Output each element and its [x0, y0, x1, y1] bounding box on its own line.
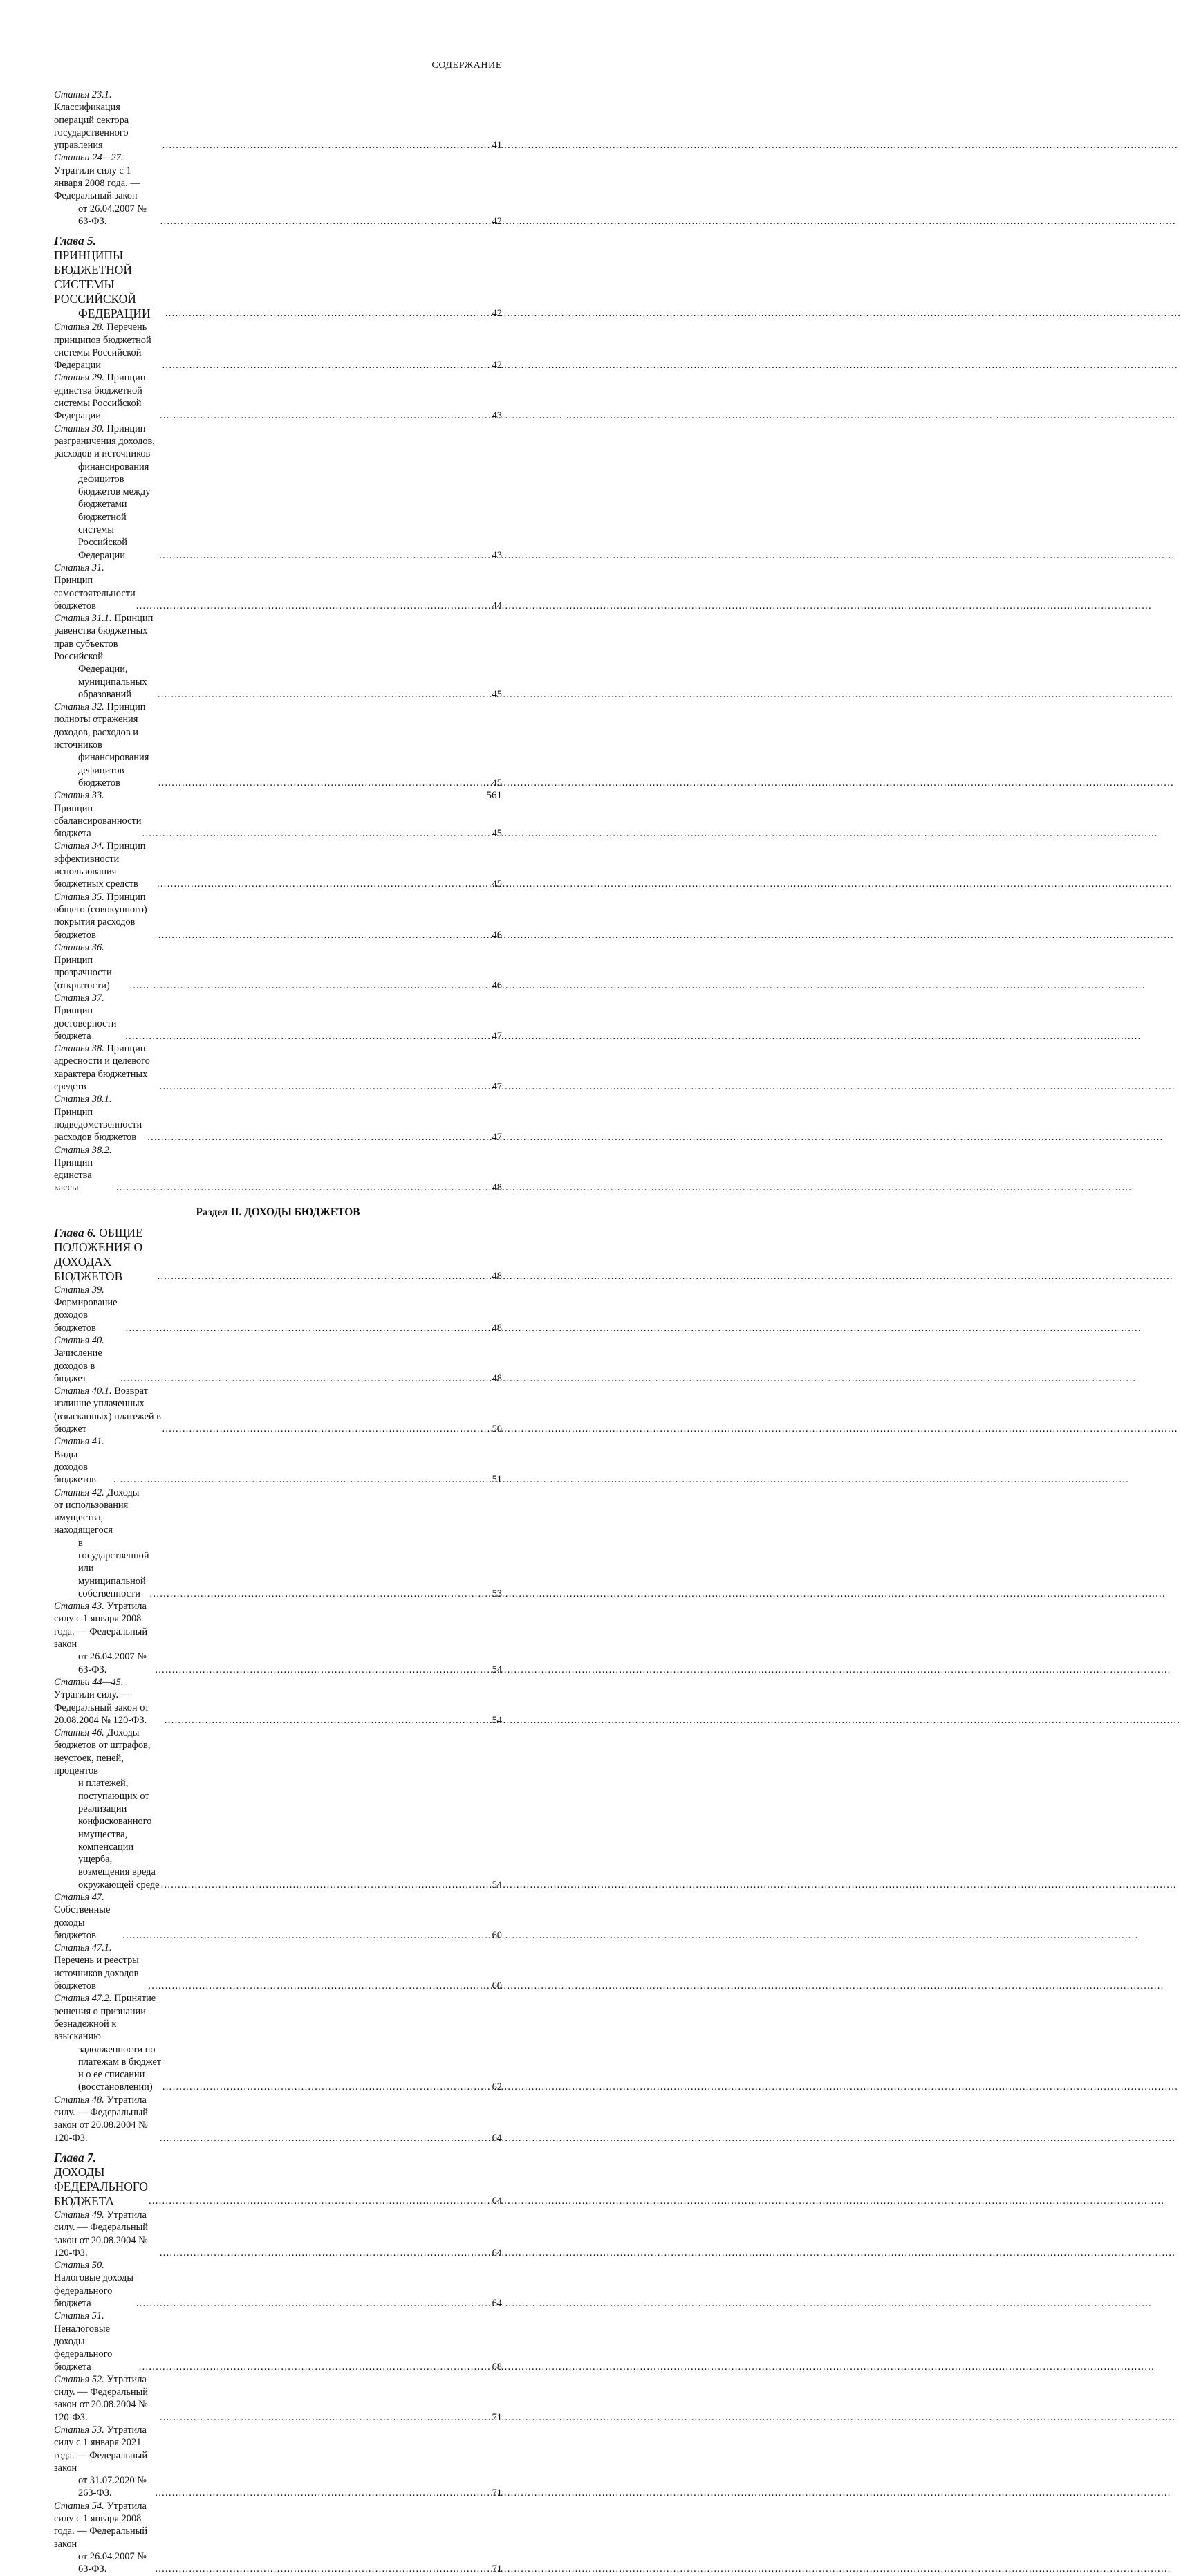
toc-entry-page: 42: [492, 360, 502, 371]
toc-entry-label: Статья 52.: [54, 2373, 104, 2385]
toc-entry-label: Статья 43.: [54, 1601, 104, 1612]
toc-entry-page: 47: [492, 1030, 502, 1042]
toc-entry-title-line: Принцип сбалансированности бюджета: [54, 802, 142, 840]
toc-entry-text: [54, 151, 160, 228]
toc-entry-text: [54, 2209, 159, 2259]
toc-entry-title-line: Утратила силу с 1 января 2021 года. — Федеральный закон: [54, 2424, 148, 2474]
toc-entry-text: [54, 1334, 120, 1385]
dot-leader: [129, 979, 491, 992]
toc-entry-text: [54, 941, 129, 992]
toc-entry-text: [54, 1676, 164, 1727]
toc-entry-label: Статья 30.: [54, 423, 104, 434]
toc-entry-label: Статья 28.: [54, 322, 104, 333]
toc-entry-label: Статья 48.: [54, 2094, 104, 2106]
toc-entry-label: Статья 53.: [54, 2424, 104, 2436]
running-title: СОДЕРЖАНИЕ: [431, 60, 502, 71]
toc-entry: [54, 891, 502, 941]
toc-entry-title-line: ОБЩИЕ ПОЛОЖЕНИЯ О ДОХОДАХ БЮДЖЕТОВ: [54, 1225, 143, 1283]
toc-entry-text: [54, 2151, 148, 2209]
chapter-7-heading: [54, 2151, 502, 2209]
dot-leader: [162, 359, 492, 371]
dot-leader: [158, 777, 492, 789]
dot-leader: [125, 1030, 491, 1042]
toc-entry-text: [54, 2310, 138, 2373]
toc-entry-title-line: Утратила силу. — Федеральный закон от 20.08.2004 № 120-ФЗ.: [54, 2094, 149, 2144]
toc-entry-label: Глава 5.: [54, 234, 96, 248]
toc-entry-label: Статьи 44—45.: [54, 1676, 124, 1688]
chapter-5-heading: [54, 234, 502, 321]
toc-entry-text: [54, 2373, 159, 2424]
toc-entry-title-line: от 26.04.2007 № 63-ФЗ.: [78, 2550, 147, 2575]
toc-entry-title-line: Утратила силу. — Федеральный закон от 20.08.2004 № 120-ФЗ.: [54, 2373, 149, 2423]
toc-entry-text: [54, 1284, 125, 1334]
toc-block-4: [54, 2209, 502, 2576]
toc-entry-text: [54, 1992, 162, 2093]
toc-entry-title-line: Утратили силу с 1 января 2008 года. — Федеральный закон: [54, 165, 140, 202]
toc-entry-label: Статья 23.1.: [54, 89, 112, 100]
toc-entry-title-line: Принятие решения о признании безнадежной к взысканию: [54, 1993, 156, 2043]
dot-leader: [120, 1372, 492, 1385]
toc-entry-title-line: от 26.04.2007 № 63-ФЗ.: [78, 203, 147, 227]
toc-entry: [54, 1891, 502, 1942]
toc-entry-title-line: Перечень и реестры источников доходов бюджетов: [54, 1955, 139, 1992]
toc-entry: [54, 941, 502, 992]
toc-entry-label: Глава 7.: [54, 2150, 96, 2164]
toc-entry: [54, 2310, 502, 2373]
toc-entry-page: 47: [492, 1081, 502, 1093]
dot-leader: [160, 2411, 492, 2424]
dot-leader: [126, 1322, 492, 1334]
toc-entry-title-line: Доходы от использования имущества, находящегося: [54, 1487, 140, 1536]
toc-entry: [54, 2424, 502, 2500]
dot-leader: [160, 2247, 492, 2259]
toc-entry-page: 48: [492, 1372, 502, 1384]
toc-entry-title-line: задолженности по платежам в бюджет и о ее списании (восстановлении): [78, 2043, 162, 2093]
toc-entry: [54, 2209, 502, 2259]
toc-entry-page: 48: [492, 1322, 502, 1334]
toc-entry-page: 64: [492, 2247, 502, 2258]
toc-entry-label: Статья 54.: [54, 2500, 104, 2512]
dot-leader: [136, 2297, 492, 2310]
toc-entry-page: 48: [492, 1270, 502, 1282]
toc-entry-label: Статья 38.: [54, 1043, 104, 1055]
toc-entry-title-line: от 26.04.2007 № 63-ФЗ.: [78, 1651, 147, 1675]
toc-entry-page: 43: [492, 410, 502, 422]
toc-entry: [54, 321, 502, 371]
toc-entry-title-line: в государственной или муниципальной собственности: [78, 1537, 149, 1599]
dot-leader: [161, 1879, 492, 1891]
toc-entry-label: Статья 50.: [54, 2260, 104, 2272]
toc-entry: [54, 1144, 502, 1195]
toc-entry-text: [54, 1942, 147, 1992]
toc-entry-label: Статья 38.1.: [54, 1094, 112, 1105]
toc-entry-text: [54, 789, 141, 840]
toc-entry-title-line: Федерации, муниципальных образований: [78, 663, 147, 700]
toc-entry-title-line: от 31.07.2020 № 263-ФЗ.: [78, 2475, 147, 2499]
dot-leader: [157, 878, 492, 890]
toc-entry-label: Статья 32.: [54, 701, 104, 713]
toc-entry-text: [54, 1891, 122, 1942]
toc-entry-page: 71: [492, 2487, 502, 2499]
toc-entry-title-line: Принцип подведомственности расходов бюджетов: [54, 1106, 142, 1143]
toc-entry-page: 64: [492, 2132, 502, 2144]
toc-entry-label: Статья 42.: [54, 1487, 104, 1498]
toc-entry-text: [54, 840, 156, 890]
toc-entry-page: 42: [492, 308, 502, 320]
dot-leader: [158, 1269, 492, 1284]
toc-entry-title-line: системы Российской Федерации: [78, 524, 127, 561]
dot-leader: [160, 215, 492, 228]
toc-entry-title-line: Утратила силу с 1 января 2008 года. — Федеральный закон: [54, 1601, 148, 1650]
toc-entry-text: [54, 1435, 113, 1486]
toc-entry-page: 54: [492, 1714, 502, 1726]
toc-entry-label: Статья 38.2.: [54, 1144, 112, 1156]
toc-entry-page: 46: [492, 929, 502, 941]
toc-entry: [54, 2373, 502, 2424]
section-2-heading: Раздел II. ДОХОДЫ БЮДЖЕТОВ: [196, 1206, 360, 1218]
toc-entry-page: 46: [492, 979, 502, 991]
toc-entry-title-line: Утратили силу. — Федеральный закон от 20.08.2004 № 120-ФЗ.: [54, 1689, 149, 1726]
toc-entry: [54, 89, 502, 151]
chapter-entry: [54, 234, 502, 321]
toc-entry-label: Статья 34.: [54, 840, 104, 852]
toc-entry-label: Статья 47.1.: [54, 1942, 112, 1954]
toc-entry-title-line: ДОХОДЫ ФЕДЕРАЛЬНОГО БЮДЖЕТА: [54, 2164, 148, 2208]
toc-entry-page: 45: [492, 828, 502, 840]
toc-entry-title-line: Налоговые доходы федерального бюджета: [54, 2272, 134, 2310]
toc-entry-title-line: Принцип единства бюджетной системы Российской Федерации: [54, 372, 146, 422]
chapter-entry: [54, 2151, 502, 2209]
toc-entry-title-line: Классификация операций сектора государственного управления: [54, 102, 129, 151]
toc-entry-page: 60: [492, 1980, 502, 1992]
toc-entry-title-line: Принцип разграничения доходов, расходов и источников: [54, 423, 155, 460]
toc-entry: [54, 1600, 502, 1676]
toc-entry: [54, 1284, 502, 1334]
toc-entry-text: [54, 2500, 154, 2576]
toc-entry-title-line: Доходы бюджетов от штрафов, неустоек, пеней, процентов: [54, 1727, 151, 1777]
dot-leader: [147, 1131, 491, 1143]
dot-leader: [142, 827, 491, 840]
toc-entry-label: Статья 40.: [54, 1334, 104, 1346]
toc-entry-label: Статья 37.: [54, 993, 104, 1004]
toc-entry-page: 71: [492, 2564, 502, 2575]
toc-entry: [54, 840, 502, 890]
toc-block-3: [54, 1284, 502, 2144]
toc-entry-page: 41: [492, 140, 502, 151]
toc-entry-title-line: Перечень принципов бюджетной системы Российской Федерации: [54, 322, 151, 371]
toc-entry-title-line: финансирования дефицитов бюджетов: [78, 752, 149, 789]
toc-entry-title-line: компенсации ущерба, возмещения вреда окружающей среде: [78, 1841, 160, 1890]
dot-leader: [122, 1929, 491, 1942]
toc-entry-title-line: Принцип единства кассы: [54, 1157, 93, 1194]
toc-entry-text: [54, 234, 165, 321]
toc-entry-title-line: ФЕДЕРАЦИИ: [78, 306, 151, 321]
page-number: 561: [486, 790, 502, 801]
toc-entry: [54, 2094, 502, 2144]
toc-entry-title-line: Утратила силу с 1 января 2008 года. — Федеральный закон: [54, 2500, 148, 2550]
toc-entry-title-line: Неналоговые доходы федерального бюджета: [54, 2323, 113, 2373]
toc-entry-page: 53: [492, 1588, 502, 1599]
toc-block-2: [54, 321, 502, 1194]
toc-entry: [54, 1487, 502, 1601]
toc-entry-title-line: Принцип общего (совокупного) покрытия расходов бюджетов: [54, 891, 147, 941]
toc-entry-title-line: Принцип полноты отражения доходов, расходов и источников: [54, 701, 146, 751]
toc-entry-title-line: Принцип прозрачности (открытости): [54, 955, 112, 991]
dot-leader: [155, 2563, 491, 2575]
toc-entry: [54, 1942, 502, 1992]
dot-leader: [148, 1980, 491, 1992]
toc-entry-text: [54, 701, 158, 789]
toc-entry-page: 54: [492, 1879, 502, 1890]
document-page: [0, 0, 584, 2575]
toc-entry-label: Статья 33.: [54, 790, 104, 802]
toc-entry-title-line: Зачисление доходов в бюджет: [54, 1347, 102, 1384]
dot-leader: [159, 549, 491, 562]
toc-entry-label: Статья 40.1.: [54, 1386, 112, 1397]
toc-entry-text: [54, 612, 157, 701]
toc-entry-text: [54, 1093, 147, 1143]
toc-entry: [54, 1334, 502, 1385]
toc-entry: [54, 423, 502, 562]
toc-entry-page: 64: [492, 2298, 502, 2310]
chapter-entry: [54, 1226, 502, 1284]
toc-entry-label: Статья 51.: [54, 2310, 104, 2322]
dot-leader: [165, 1714, 492, 1727]
toc-entry-label: Статья 36.: [54, 941, 104, 953]
toc-entry-page: 71: [492, 2411, 502, 2423]
toc-entry-text: [54, 1487, 149, 1601]
dot-leader: [136, 600, 492, 612]
toc-entry-label: Статья 35.: [54, 891, 104, 903]
toc-entry-page: 45: [492, 688, 502, 700]
toc-entry-label: Статья 29.: [54, 372, 104, 384]
toc-entry-page: 54: [492, 1664, 502, 1675]
toc-entry: [54, 992, 502, 1042]
toc-entry-title-line: финансирования дефицитов бюджетов между бюджетами бюджетной: [78, 461, 151, 523]
dot-leader: [160, 410, 492, 422]
toc-entry-title-line: Собственные доходы бюджетов: [54, 1904, 111, 1941]
toc-entry-page: 50: [492, 1424, 502, 1435]
toc-entry-label: Статья 46.: [54, 1727, 104, 1739]
toc-entry-label: Статья 31.: [54, 562, 104, 573]
dot-leader: [162, 2081, 492, 2093]
toc-entry: [54, 2500, 502, 2576]
dot-leader: [113, 1473, 492, 1486]
toc-entry-text: [54, 1385, 161, 1435]
toc-entry-page: 48: [492, 1182, 502, 1194]
toc-entry-text: [54, 1144, 115, 1195]
dot-leader: [158, 688, 492, 701]
dot-leader: [165, 306, 492, 321]
toc-entry: [54, 562, 502, 612]
toc-entry-title-line: Принцип адресности и целевого характера бюджетных средств: [54, 1043, 150, 1093]
toc-entry: [54, 1992, 502, 2093]
toc-entry: [54, 151, 502, 228]
toc-entry-page: 45: [492, 777, 502, 789]
toc-entry-label: Статья 31.1.: [54, 613, 112, 625]
toc-entry-title-line: Возврат излишне уплаченных (взысканных) платежей в бюджет: [54, 1386, 161, 1435]
toc-entry-text: [54, 371, 159, 422]
dot-leader: [162, 1423, 491, 1435]
toc-block-1: [54, 89, 502, 228]
toc-entry-text: [54, 2094, 159, 2144]
toc-entry-text: [54, 321, 162, 371]
toc-entry-title-line: ПРИНЦИПЫ БЮДЖЕТНОЙ СИСТЕМЫ РОССИЙСКОЙ: [54, 248, 136, 306]
toc-entry: [54, 1435, 502, 1486]
toc-entry-label: Статья 47.2.: [54, 1993, 112, 2005]
toc-entry: [54, 1042, 502, 1093]
toc-entry-page: 44: [492, 600, 502, 611]
toc-entry-page: 64: [492, 2195, 502, 2207]
toc-entry: [54, 371, 502, 422]
toc-entry-text: [54, 2259, 136, 2310]
toc-entry: [54, 789, 502, 840]
dot-leader: [160, 1080, 492, 1093]
toc-entry-page: 42: [492, 215, 502, 227]
toc-entry-page: 60: [492, 1929, 502, 1941]
dot-leader: [139, 2361, 492, 2373]
toc-entry-page: 62: [492, 2081, 502, 2093]
toc-entry-text: [54, 89, 162, 151]
toc-entry-text: [54, 1727, 160, 1891]
toc-entry-title-line: Формирование доходов бюджетов: [54, 1297, 118, 1334]
dot-leader: [155, 1664, 491, 1676]
toc-entry-page: 45: [492, 878, 502, 890]
dot-leader: [149, 2194, 492, 2209]
toc-entry-title-line: Виды доходов бюджетов: [54, 1448, 96, 1486]
toc-entry-label: Глава 6.: [54, 1225, 96, 1240]
toc-entry-page: 68: [492, 2361, 502, 2373]
toc-entry-title-line: Утратила силу. — Федеральный закон от 20.08.2004 № 120-ФЗ.: [54, 2209, 149, 2258]
toc-entry-text: [54, 992, 124, 1042]
toc-entry: [54, 1385, 502, 1435]
toc-entry-text: [54, 423, 158, 562]
chapter-6-heading: [54, 1226, 502, 1284]
toc-entry-page: 47: [492, 1132, 502, 1143]
toc-entry-text: [54, 1042, 159, 1093]
toc-entry-title-line: Принцип эффективности использования бюджетных средств: [54, 840, 146, 890]
toc-entry-text: [54, 1226, 157, 1284]
table-of-contents: [54, 89, 502, 2576]
dot-leader: [155, 2487, 491, 2499]
toc-entry-label: Статья 49.: [54, 2209, 104, 2220]
toc-entry-page: 43: [492, 549, 502, 561]
toc-entry: [54, 612, 502, 701]
dot-leader: [160, 2132, 492, 2144]
toc-entry-label: Статья 41.: [54, 1436, 104, 1448]
toc-entry-text: [54, 562, 136, 612]
dot-leader: [158, 929, 492, 941]
toc-entry: [54, 1676, 502, 1727]
toc-entry-label: Статья 47.: [54, 1892, 104, 1903]
toc-entry-title-line: Принцип достоверности бюджета: [54, 1005, 117, 1042]
toc-entry-text: [54, 891, 158, 941]
dot-leader: [150, 1588, 492, 1600]
toc-entry: [54, 2259, 502, 2310]
toc-entry-text: [54, 1600, 154, 1676]
dot-leader: [162, 139, 492, 151]
toc-entry: [54, 1093, 502, 1143]
toc-entry: [54, 701, 502, 789]
toc-entry-title-line: Принцип самостоятельности бюджетов: [54, 575, 136, 611]
toc-entry-label: Статья 39.: [54, 1284, 104, 1296]
toc-entry-label: Статьи 24—27.: [54, 152, 124, 164]
toc-entry-title-line: и платежей, поступающих от реализации конфискованного имущества,: [78, 1778, 152, 1840]
dot-leader: [116, 1181, 492, 1194]
toc-entry-text: [54, 2424, 154, 2500]
toc-entry-page: 51: [492, 1474, 502, 1486]
toc-entry-title-line: Принцип равенства бюджетных прав субъектов Российской: [54, 613, 154, 662]
toc-entry: [54, 1727, 502, 1891]
